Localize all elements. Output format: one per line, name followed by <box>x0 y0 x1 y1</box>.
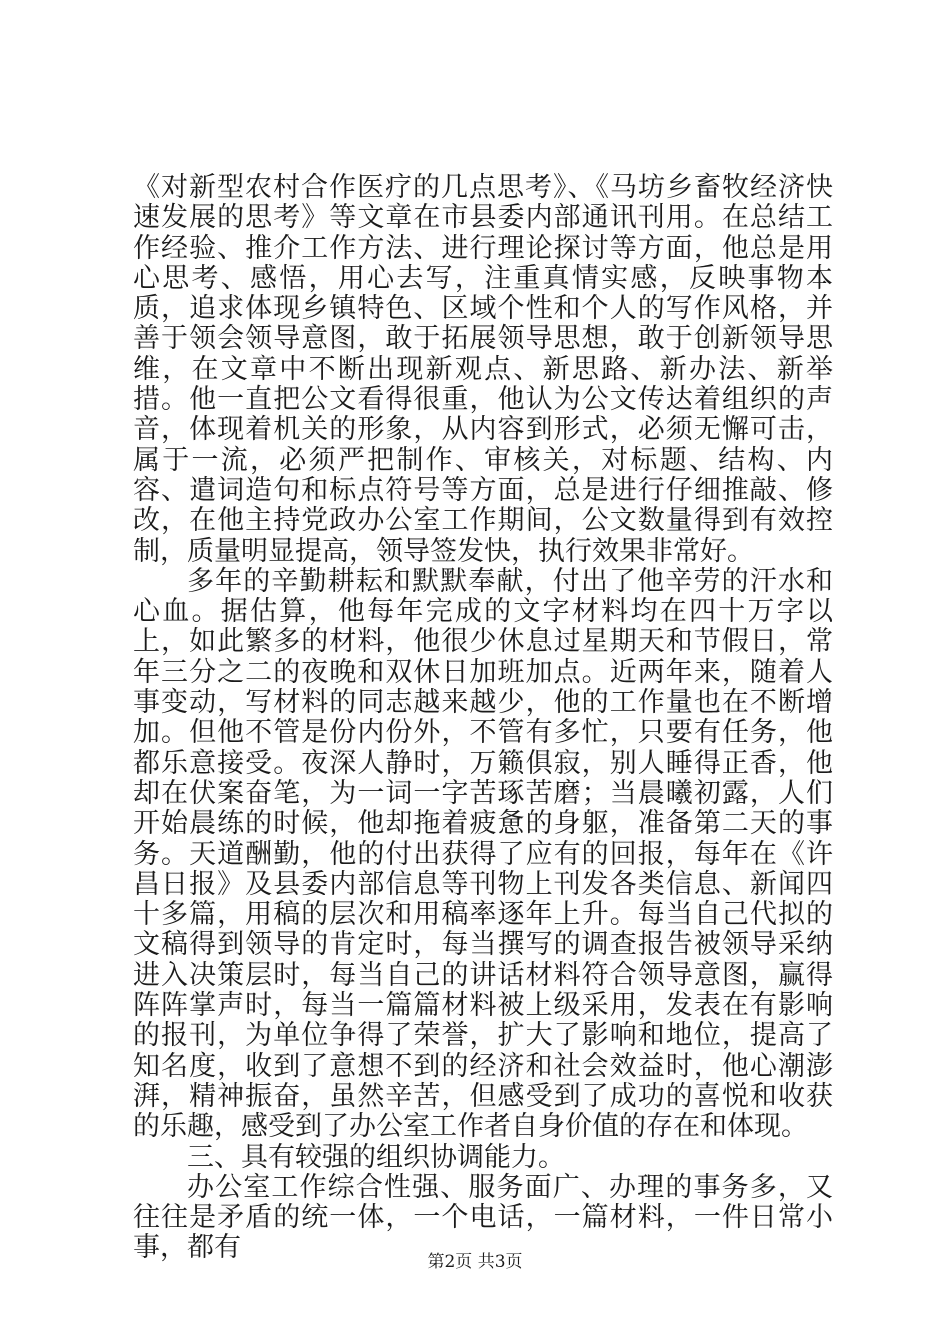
paragraph-2: 多年的辛勤耕耘和默默奉献，付出了他辛劳的汗水和心血。据估算，他每年完成的文字材料均在四十万字以上，如此繁多的材料，他很少休息过星期天和节假日，常年三分之二的夜晚和双休日加班加点。近两年来，随着人事变动，写材料的同志越来越少，他的工作量也在不断增加。但他不管是份内份外，不管有多忙，只要有任务，他都乐意接受。夜深人静时，万籁俱寂，别人睡得正香，他却在伏案奋笔，为一词一字苦琢苦磨；当晨曦初露，人们开始晨练的时候，他却拖着疲惫的身躯，准备第二天的事务。天道酬勤，他的付出获得了应有的回报，每年在《许昌日报》及县委内部信息等刊物上刊发各类信息、新闻四十多篇，用稿的层次和用稿率逐年上升。每当自己代拟的文稿得到领导的肯定时，每当撰写的调查报告被领导采纳进入决策层时，每当自己的讲话材料符合领导意图，赢得阵阵掌声时，每当一篇篇材料被上级采用，发表在有影响的报刊，为单位争得了荣誉，扩大了影响和地位，提高了知名度，收到了意想不到的经济和社会效益时，他心潮澎湃，精神振奋，虽然辛苦，但感受到了成功的喜悦和收获的乐趣，感受到了办公室工作者自身价值的存在和体现。 <box>133 565 833 1143</box>
paragraph-1: 《对新型农村合作医疗的几点思考》、《马坊乡畜牧经济快速发展的思考》等文章在市县委内部通讯刊用。在总结工作经验、推介工作方法、进行理论探讨等方面，他总是用心思考、感悟，用心去写，注重真情实感，反映事物本质，追求体现乡镇特色、区域个性和个人的写作风格，并善于领会领导意图，敢于拓展领导思想，敢于创新领导思维，在文章中不断出现新观点、新思路、新办法、新举措。他一直把公文看得很重，他认为公文传达着组织的声音，体现着机关的形象，从内容到形式，必须无懈可击，属于一流，必须严把制作、审核关，对标题、结构、内容、遣词造句和标点符号等方面，总是进行仔细推敲、修改，在他主持党政办公室工作期间，公文数量得到有效控制，质量明显提高，领导签发快，执行效果非常好。 <box>133 172 833 567</box>
section-heading: 三、具有较强的组织协调能力。 <box>187 1141 565 1173</box>
document-body <box>133 173 833 1264</box>
paragraph-3: 办公室工作综合性强、服务面广、办理的事务多，又往往是矛盾的统一体，一个电话，一篇材料，一件日常小事，都有 <box>133 1171 833 1264</box>
page-number-footer: 第2页 共3页 <box>427 1252 523 1272</box>
